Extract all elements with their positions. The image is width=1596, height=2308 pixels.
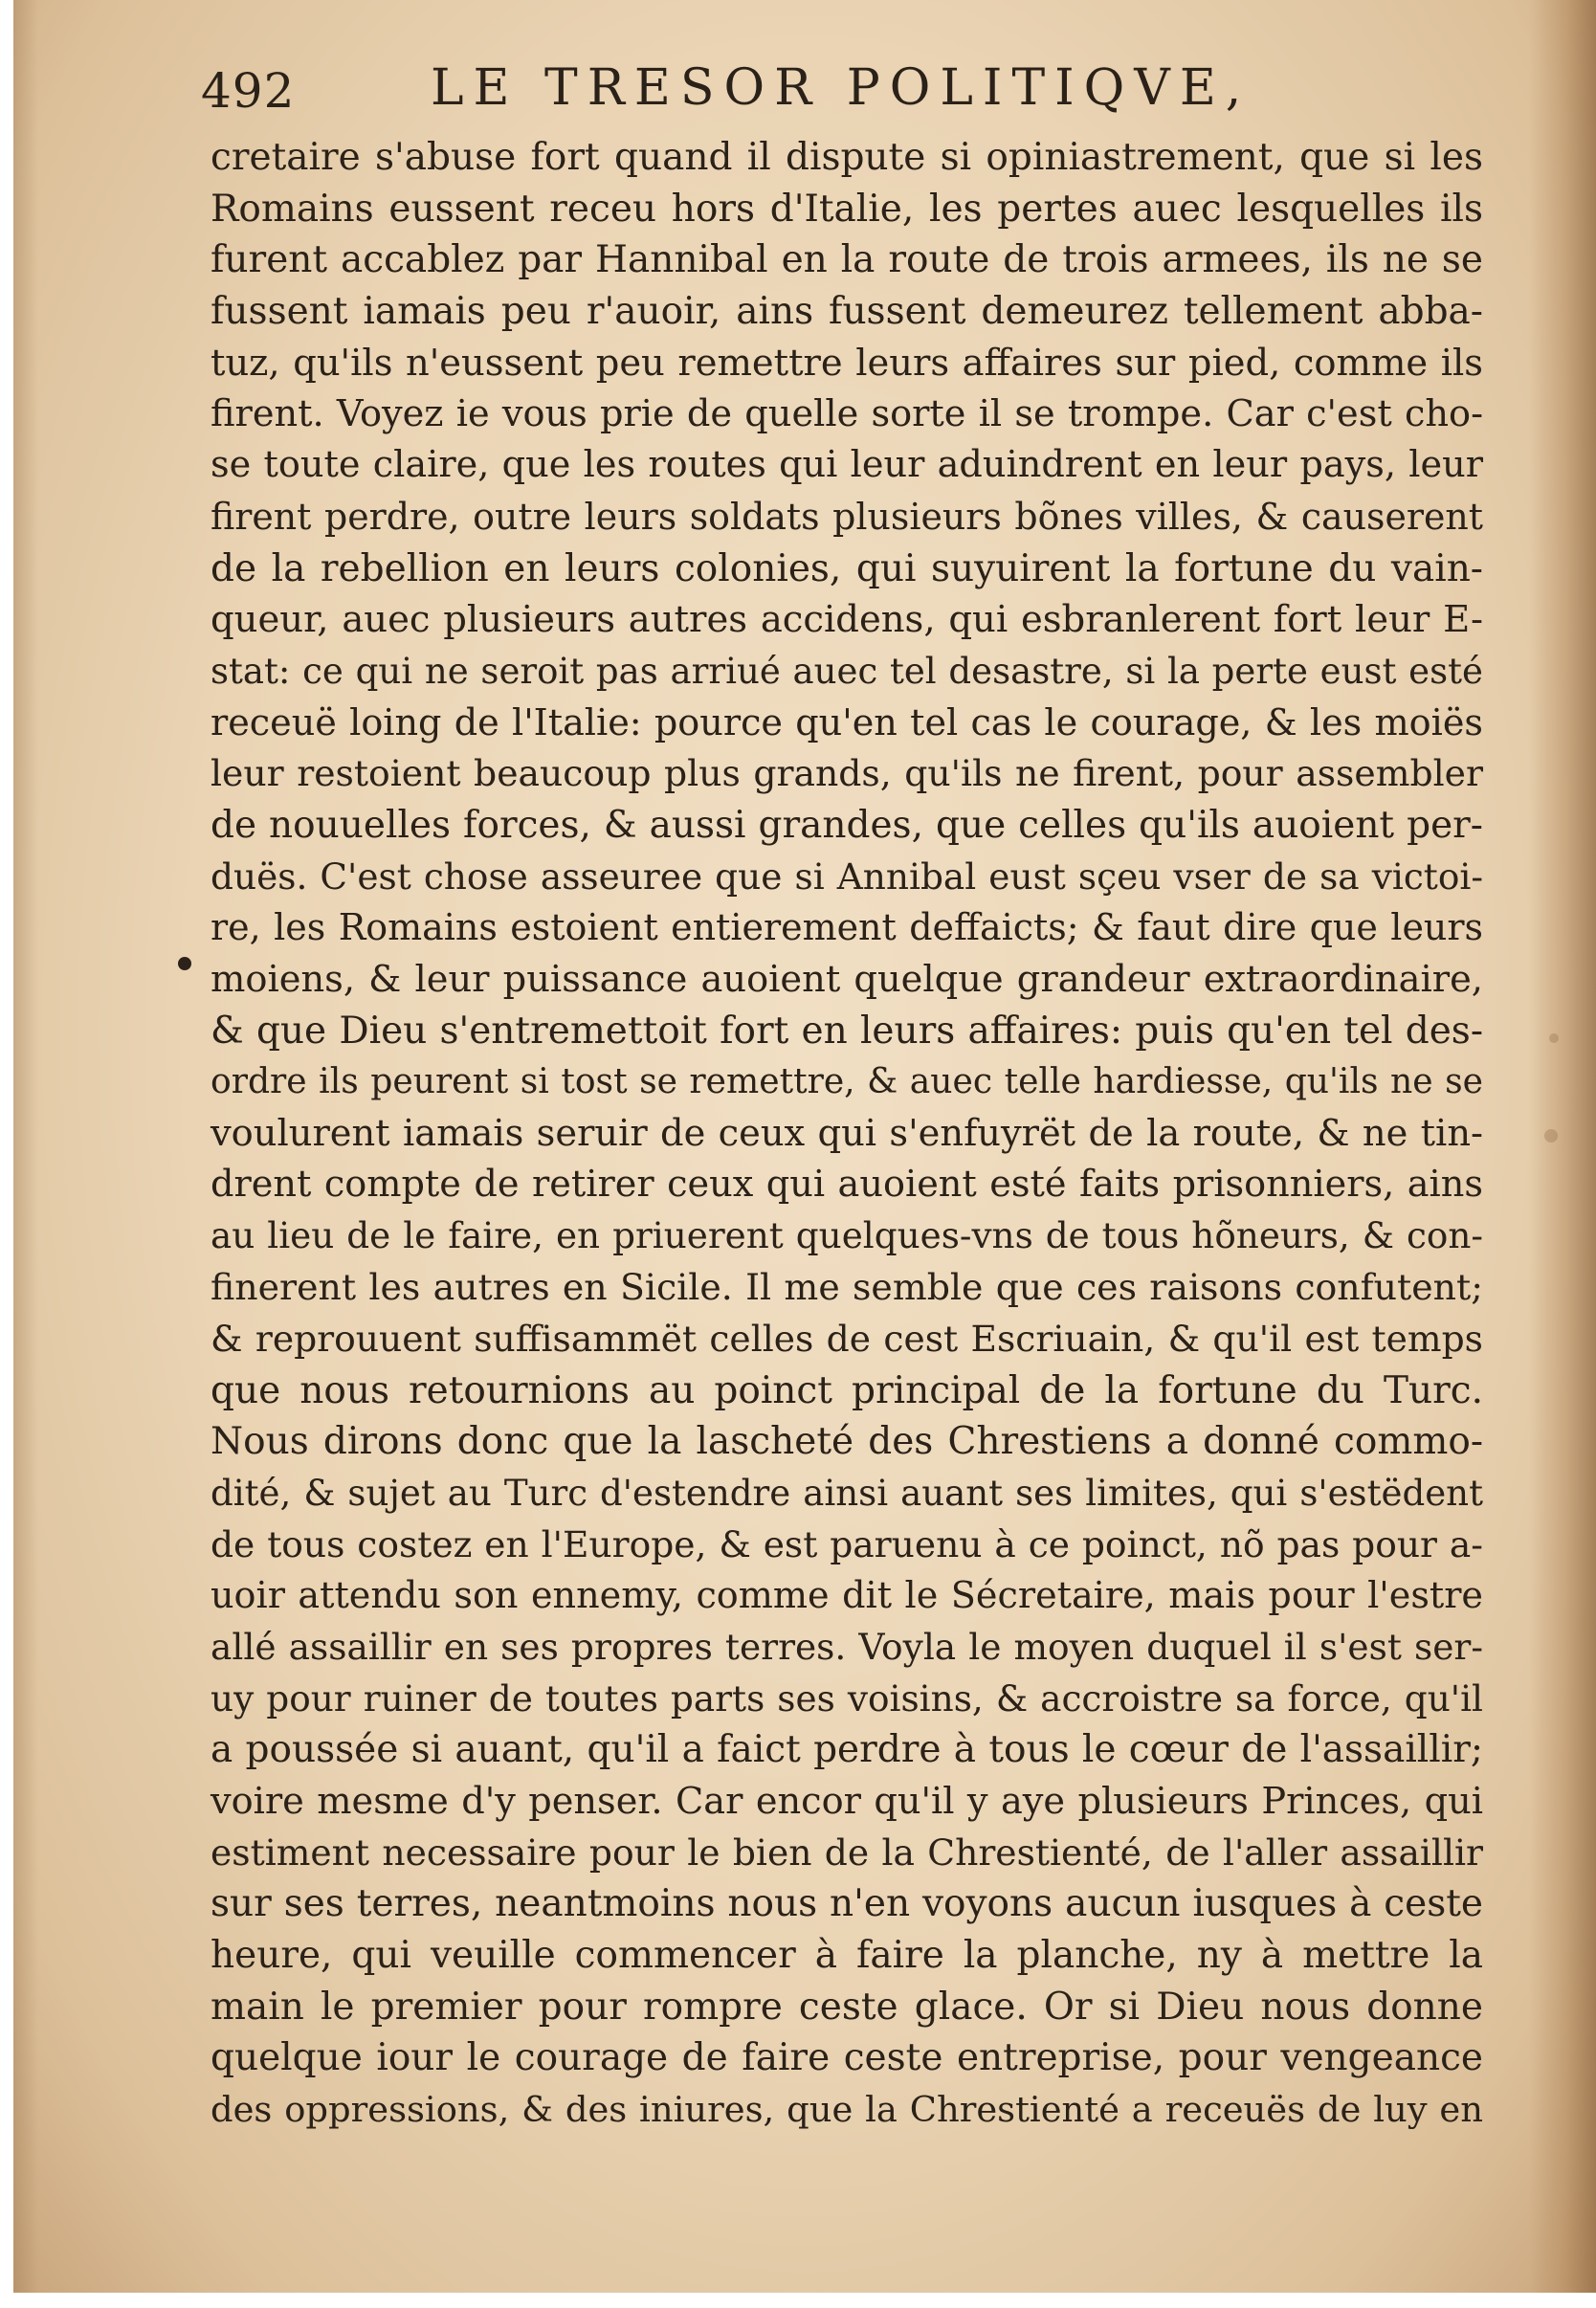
text-line: leur restoient beaucoup plus grands, qu'ils ne firent, pour assembler: [211, 752, 1483, 795]
running-title: LE TRESOR POLITIQVE,: [431, 59, 1252, 117]
text-line: re, les Romains estoient entierement deffaicts; & faut dire que leurs: [211, 906, 1483, 949]
text-line: firent. Voyez ie vous prie de quelle sorte il se trompe. Car c'est cho-: [211, 392, 1483, 436]
page-header: [201, 59, 1474, 126]
text-line: heure, qui veuille commencer à faire la planche, ny à mettre la: [211, 1934, 1483, 1978]
text-line: de tous costez en l'Europe, & est paruenu à ce poinct, nõ pas pour a-: [211, 1522, 1483, 1565]
book-page: [13, 0, 1596, 2293]
text-line: voire mesme d'y penser. Car encor qu'il y aye plusieurs Princes, qui: [211, 1780, 1483, 1823]
text-line: voulurent iamais seruir de ceux qui s'enfuyrët de la route, & ne tin-: [211, 1112, 1483, 1156]
text-line: duës. C'est chose asseuree que si Annibal eust sçeu vser de sa victoi-: [211, 854, 1483, 898]
text-line: tuz, qu'ils n'eussent peu remettre leurs affaires sur pied, comme ils: [211, 341, 1483, 385]
text-line: drent compte de retirer ceux qui auoient esté faits prisonniers, ains: [211, 1163, 1483, 1206]
text-line: se toute claire, que les routes qui leur aduindrent en leur pays, leur: [211, 444, 1483, 487]
text-line: au lieu de le faire, en priuerent quelques-vns de tous hõneurs, & con-: [211, 1214, 1483, 1257]
text-line: allé assaillir en ses propres terres. Voyla le moyen duquel il s'est ser-: [211, 1625, 1483, 1668]
text-line: main le premier pour rompre ceste glace. Or si Dieu nous donne: [211, 1985, 1483, 2029]
text-line: Romains eussent receu hors d'Italie, les pertes auec lesquelles ils: [211, 187, 1483, 231]
text-line: a poussée si auant, qu'il a faict perdre à tous le cœur de l'assaillir;: [211, 1728, 1483, 1772]
text-line: fussent iamais peu r'auoir, ains fussent demeurez tellement abba-: [211, 290, 1483, 334]
text-line: stat: ce qui ne seroit pas arriué auec tel desastre, si la perte eust esté: [211, 650, 1483, 692]
text-line: furent accablez par Hannibal en la route de trois armees, ils ne se: [211, 238, 1483, 282]
text-line: dité, & sujet au Turc d'estendre ainsi auant ses limites, qui s'estëdent: [211, 1472, 1483, 1514]
text-line: ordre ils peurent si tost se remettre, & auec telle hardiesse, qu'ils ne se: [211, 1061, 1483, 1102]
text-line: uy pour ruiner de toutes parts ses voisins, & accroistre sa force, qu'il: [211, 1676, 1483, 1720]
text-line: des oppressions, & des iniures, que la Chrestienté a receuës de luy en: [211, 2089, 1483, 2131]
text-line: firent perdre, outre leurs soldats plusieurs bõnes villes, & causerent: [211, 495, 1483, 538]
text-line: que nous retournions au poinct principal de la fortune du Turc.: [211, 1368, 1483, 1412]
text-line: queur, auec plusieurs autres accidens, qui esbranlerent fort leur E-: [211, 598, 1483, 642]
text-line: uoir attendu son ennemy, comme dit le Sécretaire, mais pour l'estre: [211, 1574, 1483, 1617]
ink-blot: [178, 957, 191, 970]
text-line: quelque iour le courage de faire ceste entreprise, pour vengeance: [211, 2036, 1483, 2080]
paper-stain: [1544, 1129, 1558, 1143]
text-line: cretaire s'abuse fort quand il dispute si opiniastrement, que si les: [211, 136, 1483, 179]
text-line: moiens, & leur puissance auoient quelque grandeur extraordinaire,: [211, 958, 1483, 1001]
text-line: & reprouuent suffisammët celles de cest Escriuain, & qu'il est temps: [211, 1317, 1483, 1360]
body-text: [211, 132, 1483, 2136]
text-line: & que Dieu s'entremettoit fort en leurs affaires: puis qu'en tel des-: [211, 1009, 1483, 1053]
text-line: estiment necessaire pour le bien de la Chrestienté, de l'aller assaillir: [211, 1831, 1483, 1874]
text-line: sur ses terres, neantmoins nous n'en voyons aucun iusques à ceste: [211, 1882, 1483, 1926]
text-line: finerent les autres en Sicile. Il me semble que ces raisons confutent;: [211, 1266, 1483, 1309]
paper-stain: [1549, 1033, 1559, 1043]
text-line: de nouuelles forces, & aussi grandes, que celles qu'ils auoient per-: [211, 803, 1483, 847]
text-line: Nous dirons donc que la lascheté des Chrestiens a donné commo-: [211, 1420, 1483, 1464]
text-line: receuë loing de l'Italie: pource qu'en tel cas le courage, & les moiës: [211, 700, 1483, 743]
page-number: 492: [201, 63, 296, 119]
text-line: de la rebellion en leurs colonies, qui suyuirent la fortune du vain-: [211, 546, 1483, 590]
